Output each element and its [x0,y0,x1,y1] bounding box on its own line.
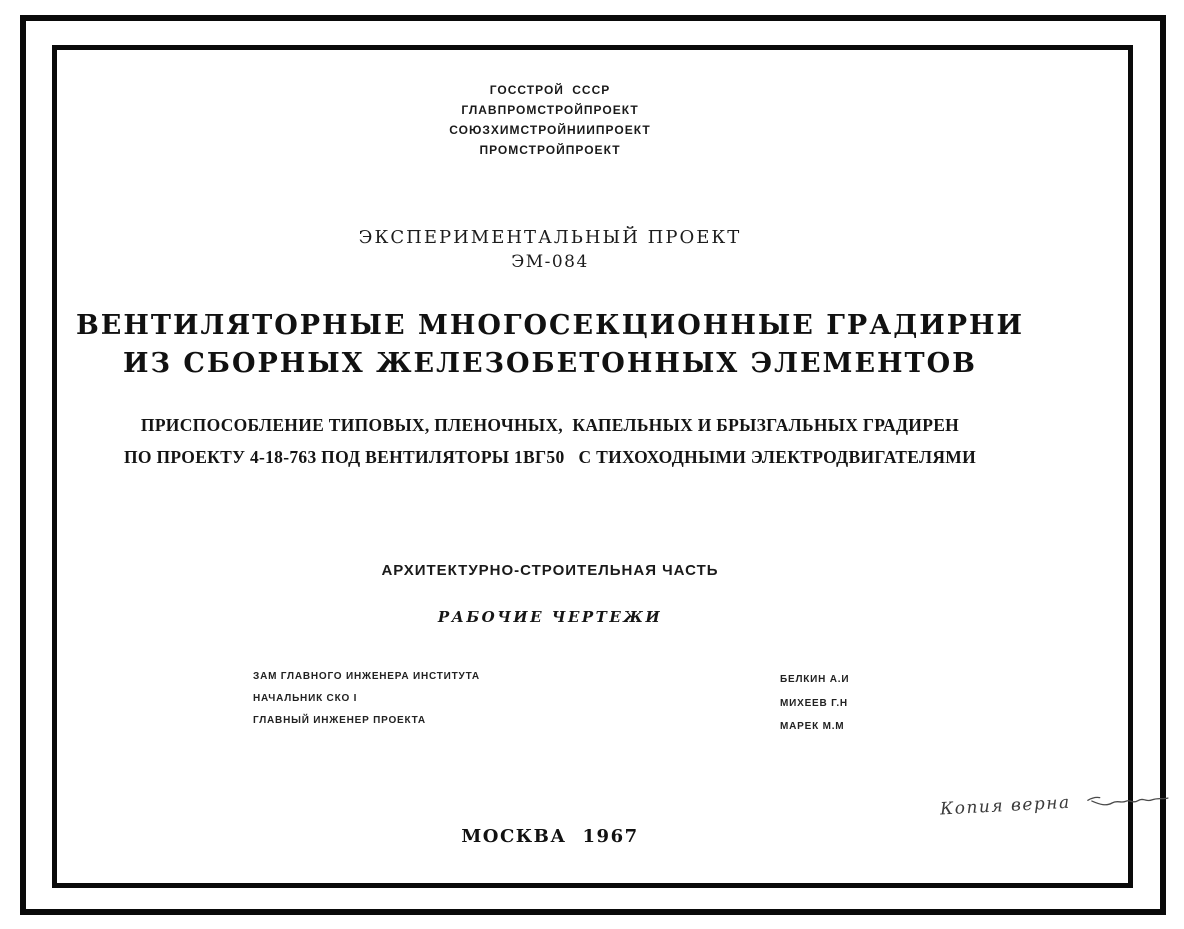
organization-header [60,80,1040,160]
org-line-gosstroy: ГОССТРОЙ СССР [489,83,611,97]
signatory-name: МИХЕЕВ Г.Н [780,697,848,709]
city-year-line [60,826,1040,847]
subtitle-line-1: ПРИСПОСОБЛЕНИЕ ТИПОВЫХ, ПЛЕНОЧНЫХ, КАПЕЛЬНЫХ И БРЫЗГАЛЬНЫХ ГРАДИРЕН [140,415,960,435]
signature-scribble-icon [1085,787,1170,813]
signatory-role: ЗАМ ГЛАВНОГО ИНЖЕНЕРА ИНСТИТУТА [253,671,480,682]
signatory-role: ГЛАВНЫЙ ИНЖЕНЕР ПРОЕКТА [253,715,426,726]
section-label: АРХИТЕКТУРНО-СТРОИТЕЛЬНАЯ ЧАСТЬ [381,562,719,579]
main-title-line-1: ВЕНТИЛЯТОРНЫЕ МНОГОСЕКЦИОННЫЕ ГРАДИРНИ [75,310,1025,341]
copy-note-text: Копия верна [939,792,1072,820]
org-line-promstroyproekt: ПРОМСТРОЙПРОЕКТ [479,143,621,157]
org-line-glavpromstroyproekt: ГЛАВПРОМСТРОЙПРОЕКТ [461,103,639,117]
signatory-names-column [780,668,849,739]
main-title-line-2: ИЗ СБОРНЫХ ЖЕЛЕЗОБЕТОННЫХ ЭЛЕМЕНТОВ [123,348,977,379]
org-line-soyuzkhimstroyniiproekt: СОЮЗХИМСТРОЙНИИПРОЕКТ [449,123,651,137]
project-type-label: ЭКСПЕРИМЕНТАЛЬНЫЙ ПРОЕКТ [358,227,742,248]
year-label: 1967 [582,826,639,847]
document-type-label: РАБОЧИЕ ЧЕРТЕЖИ [437,608,663,626]
signatory-name: БЕЛКИН А.И [780,674,850,685]
city-label: МОСКВА [461,826,567,847]
project-code: ЭМ-084 [511,252,589,272]
title-page-content [60,0,1072,929]
signatory-role: НАЧАЛЬНИК СКО I [253,693,358,704]
signatory-roles-column [253,666,480,732]
subtitle-line-2: ПО ПРОЕКТУ 4-18-763 ПОД ВЕНТИЛЯТОРЫ 1ВГ50 С ТИХОХОДНЫМИ ЭЛЕКТРОДВИГАТЕЛЯМИ [123,447,977,467]
signatory-name: МАРЕК М.М [780,721,845,732]
